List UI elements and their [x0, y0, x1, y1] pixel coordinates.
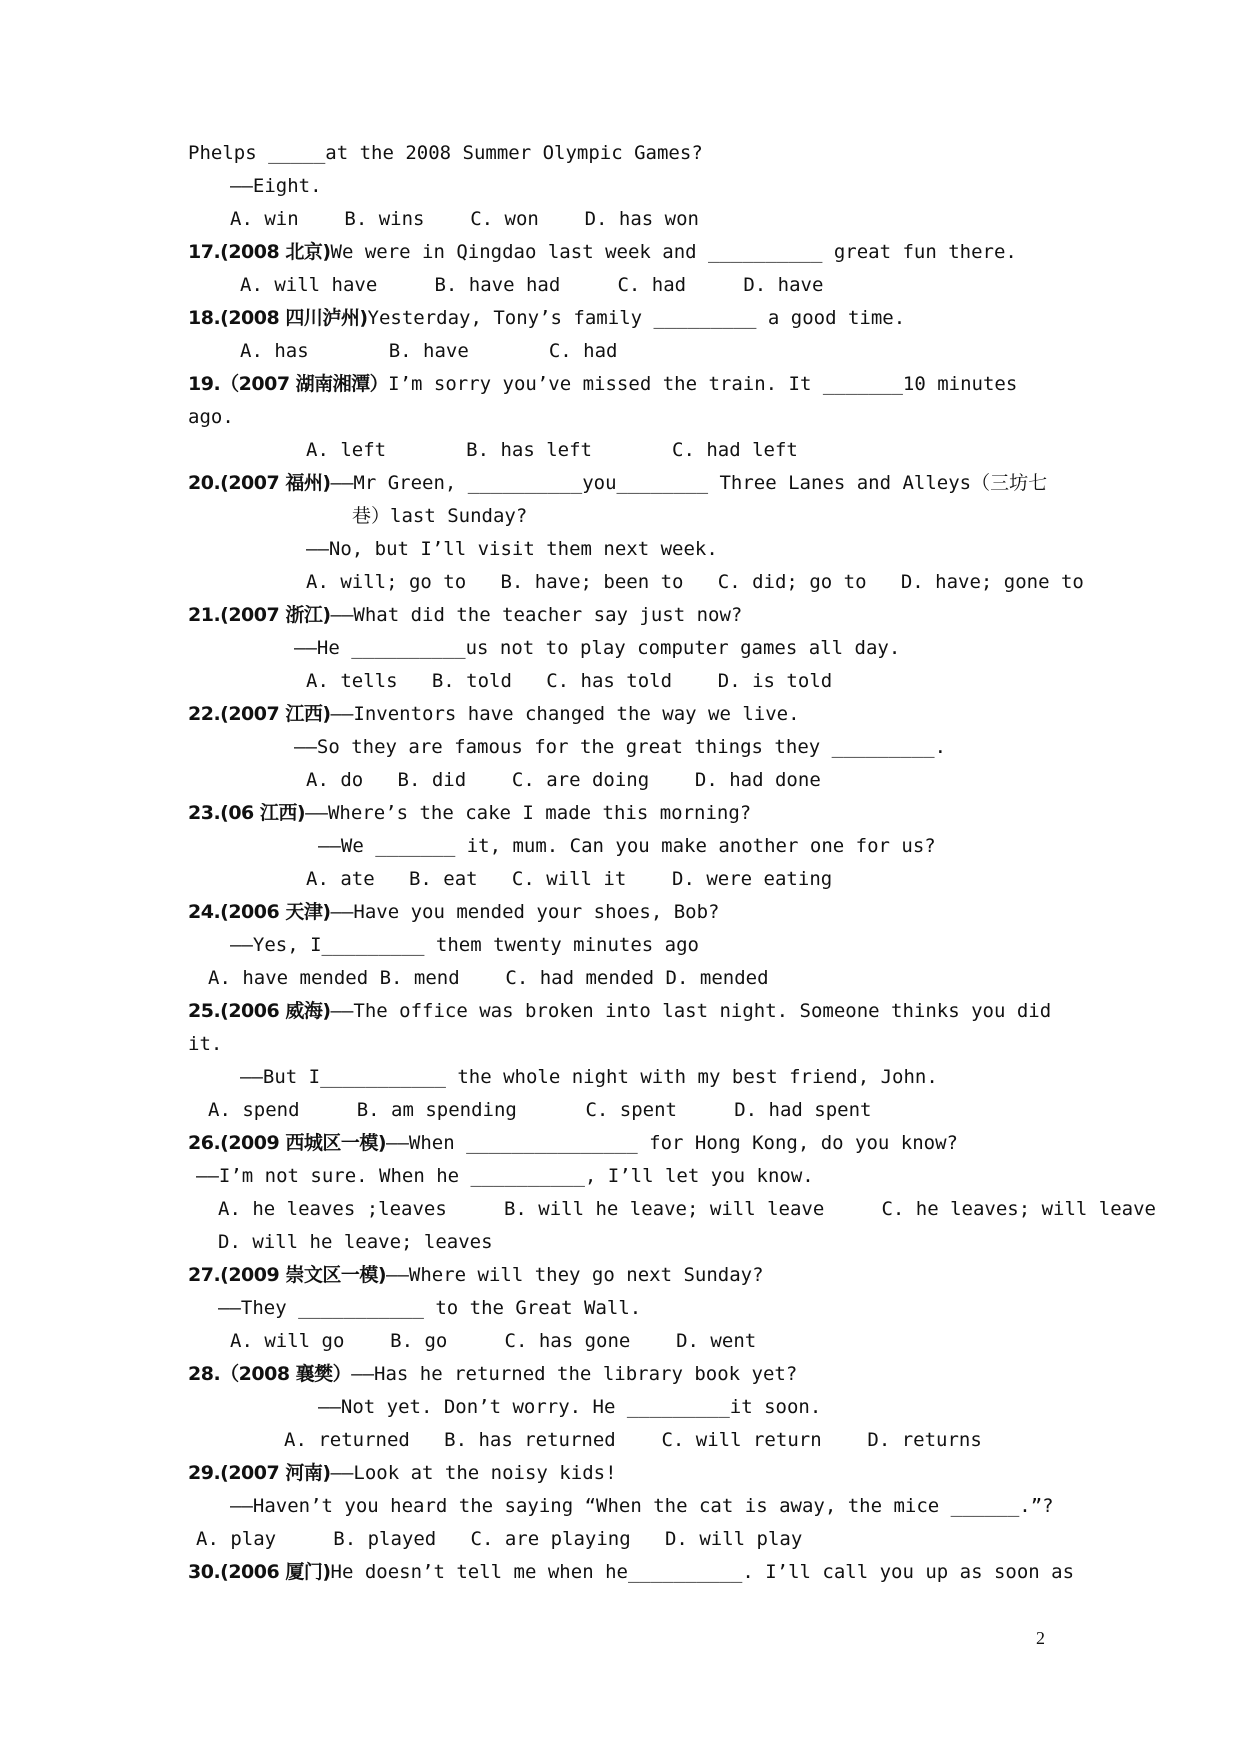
line-text: ——What did the teacher say just now? — [330, 604, 743, 626]
text-line — [188, 141, 703, 165]
text-line — [352, 504, 527, 528]
question-line — [188, 240, 1017, 264]
line-text: Yesterday, Tony’s family _________ a good time. — [367, 307, 906, 329]
text-line — [306, 867, 832, 891]
question-number: 24.(2006 天津) — [188, 901, 331, 923]
question-line — [188, 603, 742, 627]
line-text: ——Have you mended your shoes, Bob? — [330, 901, 720, 923]
line-text: ——The office was broken into last night. Someone thinks you did — [330, 1000, 1052, 1022]
question-line — [188, 1560, 1074, 1584]
text-line — [188, 405, 234, 429]
text-line — [240, 339, 618, 363]
text-line — [188, 1032, 222, 1056]
line-text: A. tells B. told C. has told D. is told — [306, 670, 833, 692]
question-number: 20.(2007 福州) — [188, 472, 331, 494]
question-number: 22.(2007 江西) — [188, 703, 331, 725]
text-line — [240, 273, 823, 297]
line-text: ——Where will they go next Sunday? — [386, 1264, 764, 1286]
question-number: 27.(2009 崇文区一模) — [188, 1264, 387, 1286]
line-text: ——When _______________ for Hong Kong, do you know? — [386, 1132, 958, 1154]
question-number: 26.(2009 西城区一模) — [188, 1132, 387, 1154]
line-text: ——Has he returned the library book yet? — [351, 1363, 798, 1385]
question-line — [188, 306, 905, 330]
line-text: A. has B. have C. had — [240, 340, 618, 362]
line-text: D. will he leave; leaves — [218, 1231, 493, 1253]
line-text: ——No, but I’ll visit them next week. — [306, 538, 718, 560]
line-text: ——He __________us not to play computer games all day. — [294, 637, 901, 659]
line-text: He doesn’t tell me when he__________. I’ll call you up as soon as — [330, 1561, 1075, 1583]
text-line — [218, 1230, 493, 1254]
text-line — [230, 933, 699, 957]
question-line — [188, 900, 719, 924]
line-text: A. will go B. go C. has gone D. went — [230, 1330, 757, 1352]
line-text: A. left B. has left C. had left — [306, 439, 798, 461]
text-line — [208, 1098, 871, 1122]
line-text: ——So they are famous for the great things they _________. — [294, 736, 947, 758]
text-line — [196, 1527, 802, 1551]
line-text: ——I’m not sure. When he __________, I’ll let you know. — [196, 1165, 814, 1187]
line-text: A. will; go to B. have; been to C. did; go to D. have; gone to — [306, 571, 1084, 593]
line-text: ——Inventors have changed the way we live. — [330, 703, 800, 725]
text-line — [240, 1065, 938, 1089]
line-text: We were in Qingdao last week and __________ great fun there. — [330, 241, 1017, 263]
line-text: ——Look at the noisy kids! — [330, 1462, 617, 1484]
text-line — [306, 768, 821, 792]
question-line — [188, 999, 1051, 1023]
question-number: 19.（2007 湖南湘潭） — [188, 373, 389, 395]
line-text: A. have mended B. mend C. had mended D. mended — [208, 967, 769, 989]
text-line — [294, 636, 900, 660]
question-number: 21.(2007 浙江) — [188, 604, 331, 626]
line-text: A. play B. played C. are playing D. will play — [196, 1528, 803, 1550]
line-text: A. returned B. has returned C. will return D. returns — [284, 1429, 982, 1451]
line-text: ——Mr Green, __________you________ Three Lanes and Alleys（三坊七 — [330, 472, 1048, 494]
line-text: ——Where’s the cake I made this morning? — [305, 802, 752, 824]
question-number: 18.(2008 四川泸州) — [188, 307, 368, 329]
question-line — [188, 702, 800, 726]
text-line — [306, 438, 798, 462]
line-text: A. he leaves ;leaves B. will he leave; will leave C. he leaves; will leave — [218, 1198, 1156, 1220]
text-line — [294, 735, 946, 759]
question-number: 17.(2008 北京) — [188, 241, 331, 263]
line-text: A. do B. did C. are doing D. had done — [306, 769, 821, 791]
text-line — [230, 174, 322, 198]
question-number: 25.(2006 威海) — [188, 1000, 331, 1022]
line-text: A. will have B. have had C. had D. have — [240, 274, 824, 296]
line-text: it. — [188, 1033, 223, 1055]
line-text: ——They ___________ to the Great Wall. — [218, 1297, 642, 1319]
text-line — [306, 537, 718, 561]
question-line — [188, 1362, 797, 1386]
line-text: Phelps _____at the 2008 Summer Olympic Games? — [188, 142, 703, 164]
line-text: ——Haven’t you heard the saying “When the cat is away, the mice ______.”? — [230, 1495, 1054, 1517]
text-line — [218, 1296, 641, 1320]
text-line — [230, 207, 699, 231]
line-text: ——We _______ it, mum. Can you make another one for us? — [318, 835, 936, 857]
text-line — [208, 966, 769, 990]
text-line — [318, 834, 936, 858]
question-number: 30.(2006 厦门) — [188, 1561, 331, 1583]
text-line — [318, 1395, 821, 1419]
line-text: A. spend B. am spending C. spent D. had spent — [208, 1099, 872, 1121]
question-number: 23.(06 江西) — [188, 802, 306, 824]
line-text: ——Not yet. Don’t worry. He _________it soon. — [318, 1396, 822, 1418]
text-line — [306, 669, 832, 693]
question-line — [188, 1461, 617, 1485]
line-text: 巷）last Sunday? — [352, 505, 528, 527]
text-line — [230, 1329, 756, 1353]
line-text: A. win B. wins C. won D. has won — [230, 208, 699, 230]
line-text: ——Eight. — [230, 175, 322, 197]
question-line — [188, 801, 751, 825]
line-text: ——Yes, I_________ them twenty minutes ago — [230, 934, 699, 956]
page-number: 2 — [1036, 1628, 1045, 1648]
text-line — [284, 1428, 982, 1452]
line-text: ——But I___________ the whole night with my best friend, John. — [240, 1066, 938, 1088]
question-number: 29.(2007 河南) — [188, 1462, 331, 1484]
line-text: ago. — [188, 406, 234, 428]
question-line — [188, 1263, 764, 1287]
question-number: 28.（2008 襄樊） — [188, 1363, 352, 1385]
text-line — [218, 1197, 1156, 1221]
question-line — [188, 1131, 958, 1155]
line-text: A. ate B. eat C. will it D. were eating — [306, 868, 833, 890]
text-line — [230, 1494, 1054, 1518]
text-line — [196, 1164, 814, 1188]
question-line — [188, 471, 1047, 495]
text-line — [306, 570, 1084, 594]
question-line — [188, 372, 1017, 396]
line-text: I’m sorry you’ve missed the train. It _______10 minutes — [388, 373, 1018, 395]
